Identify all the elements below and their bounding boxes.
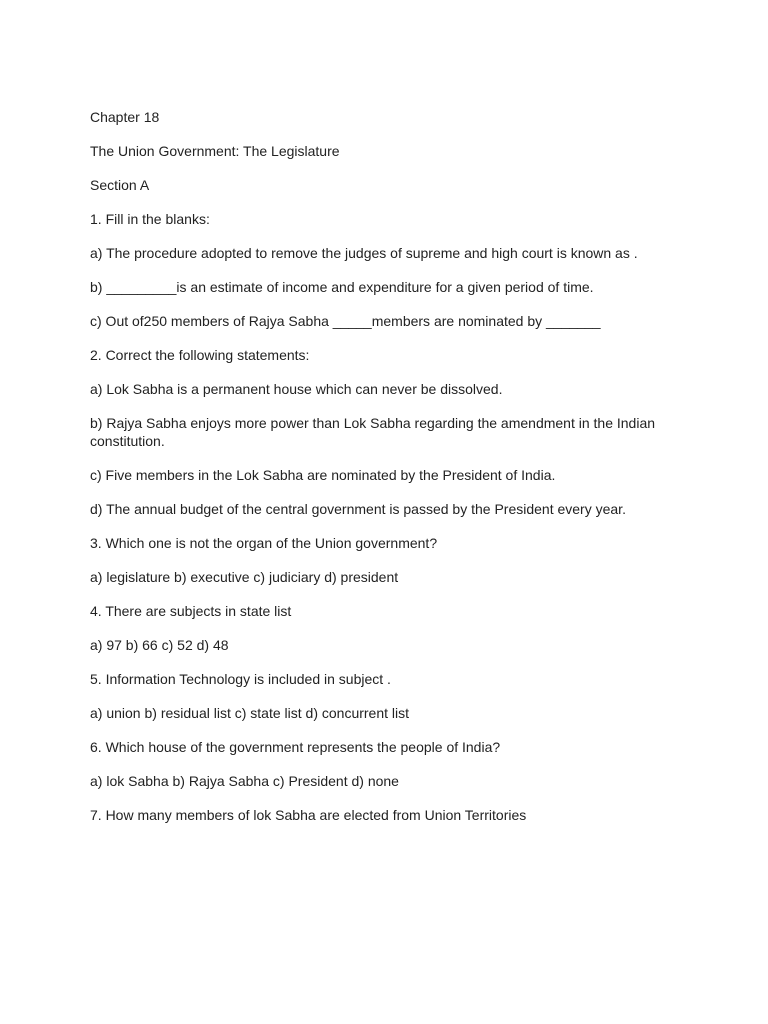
- question-1b: b) _________is an estimate of income and expenditure for a given period of time.: [90, 279, 594, 295]
- question-7: 7. How many members of lok Sabha are elected from Union Territories: [90, 807, 527, 823]
- question-3: 3. Which one is not the organ of the Union government?: [90, 535, 438, 551]
- question-4-options: a) 97 b) 66 c) 52 d) 48: [90, 637, 229, 653]
- question-5-options: a) union b) residual list c) state list d) concurrent list: [90, 705, 410, 721]
- chapter-heading: Chapter 18: [90, 109, 160, 125]
- section-heading: Section A: [90, 177, 150, 193]
- question-1: 1. Fill in the blanks:: [90, 211, 210, 227]
- question-4: 4. There are subjects in state list: [90, 603, 292, 619]
- question-3-options: a) legislature b) executive c) judiciary d) president: [90, 569, 399, 585]
- question-6-options: a) lok Sabha b) Rajya Sabha c) President d) none: [90, 773, 399, 789]
- document-content: [90, 108, 670, 840]
- question-6: 6. Which house of the government represents the people of India?: [90, 739, 501, 755]
- question-2: 2. Correct the following statements:: [90, 347, 310, 363]
- question-1c: c) Out of250 members of Rajya Sabha _____members are nominated by _______: [90, 313, 601, 329]
- question-2b: b) Rajya Sabha enjoys more power than Lok Sabha regarding the amendment in the Indian constitution.: [90, 415, 656, 449]
- question-2c: c) Five members in the Lok Sabha are nominated by the President of India.: [90, 467, 556, 483]
- question-2d: d) The annual budget of the central government is passed by the President every year.: [90, 501, 626, 517]
- question-1a: a) The procedure adopted to remove the judges of supreme and high court is known as .: [90, 245, 638, 261]
- question-2a: a) Lok Sabha is a permanent house which can never be dissolved.: [90, 381, 503, 397]
- chapter-title: The Union Government: The Legislature: [90, 143, 340, 159]
- question-5: 5. Information Technology is included in subject .: [90, 671, 391, 687]
